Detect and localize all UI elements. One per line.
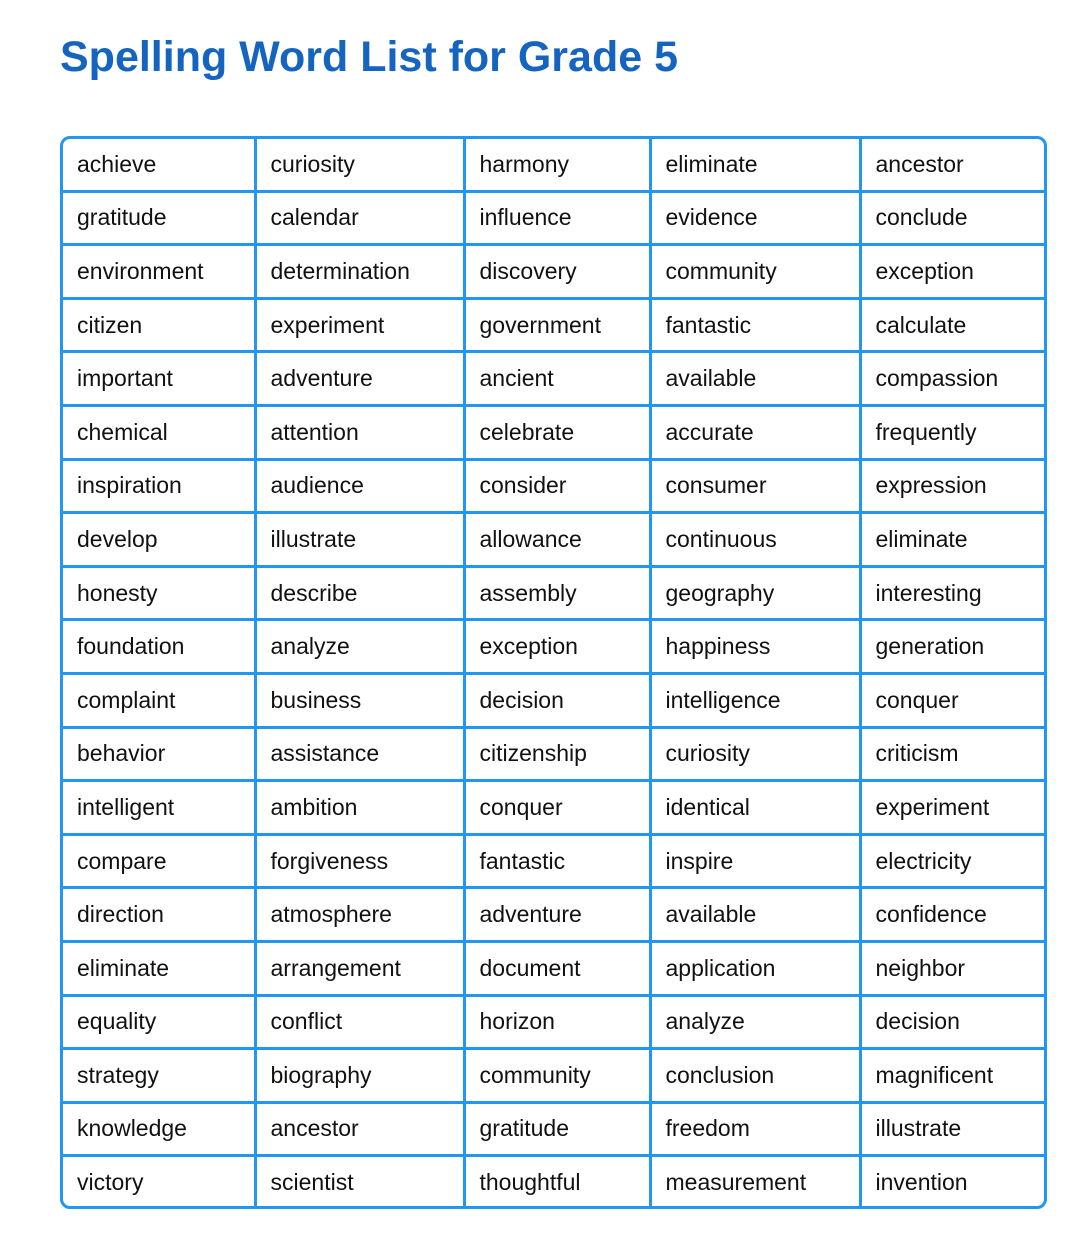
word-cell: horizon [464, 995, 650, 1049]
word-cell: generation [860, 620, 1044, 674]
word-cell: application [650, 941, 860, 995]
table-row [63, 888, 1044, 942]
word-cell: determination [255, 245, 464, 299]
word-cell: conquer [464, 781, 650, 835]
word-cell: calculate [860, 298, 1044, 352]
page-title: Spelling Word List for Grade 5 [60, 33, 678, 81]
word-cell: magnificent [860, 1049, 1044, 1103]
word-cell: assembly [464, 566, 650, 620]
word-cell: inspiration [63, 459, 255, 513]
word-cell: frequently [860, 405, 1044, 459]
word-cell: criticism [860, 727, 1044, 781]
table-row [63, 1156, 1044, 1208]
table-row [63, 1102, 1044, 1156]
word-cell: interesting [860, 566, 1044, 620]
table-row [63, 352, 1044, 406]
word-cell: citizenship [464, 727, 650, 781]
word-cell: eliminate [650, 139, 860, 191]
table-row [63, 513, 1044, 567]
word-cell: gratitude [63, 191, 255, 245]
word-cell: complaint [63, 673, 255, 727]
word-cell: eliminate [63, 941, 255, 995]
word-cell: illustrate [860, 1102, 1044, 1156]
word-cell: community [650, 245, 860, 299]
word-cell: direction [63, 888, 255, 942]
word-cell: important [63, 352, 255, 406]
word-cell: conquer [860, 673, 1044, 727]
word-cell: neighbor [860, 941, 1044, 995]
word-cell: curiosity [255, 139, 464, 191]
word-cell: compassion [860, 352, 1044, 406]
word-table-body [63, 139, 1044, 1208]
word-cell: conflict [255, 995, 464, 1049]
table-row [63, 834, 1044, 888]
word-cell: analyze [650, 995, 860, 1049]
word-cell: ancestor [860, 139, 1044, 191]
word-cell: exception [464, 620, 650, 674]
word-cell: scientist [255, 1156, 464, 1208]
word-cell: assistance [255, 727, 464, 781]
word-cell: atmosphere [255, 888, 464, 942]
word-cell: attention [255, 405, 464, 459]
table-row [63, 191, 1044, 245]
word-cell: ancient [464, 352, 650, 406]
word-cell: curiosity [650, 727, 860, 781]
word-cell: arrangement [255, 941, 464, 995]
word-cell: knowledge [63, 1102, 255, 1156]
table-row [63, 995, 1044, 1049]
word-cell: discovery [464, 245, 650, 299]
word-cell: victory [63, 1156, 255, 1208]
word-cell: invention [860, 1156, 1044, 1208]
word-cell: describe [255, 566, 464, 620]
word-table-frame [60, 136, 1047, 1209]
word-cell: fantastic [464, 834, 650, 888]
word-cell: illustrate [255, 513, 464, 567]
word-cell: gratitude [464, 1102, 650, 1156]
word-cell: audience [255, 459, 464, 513]
word-cell: influence [464, 191, 650, 245]
table-row [63, 673, 1044, 727]
table-row [63, 566, 1044, 620]
word-cell: available [650, 888, 860, 942]
word-cell: business [255, 673, 464, 727]
word-cell: measurement [650, 1156, 860, 1208]
word-cell: eliminate [860, 513, 1044, 567]
table-row [63, 1049, 1044, 1103]
word-cell: chemical [63, 405, 255, 459]
word-cell: identical [650, 781, 860, 835]
word-cell: conclusion [650, 1049, 860, 1103]
word-cell: behavior [63, 727, 255, 781]
table-row [63, 620, 1044, 674]
word-cell: experiment [255, 298, 464, 352]
word-cell: adventure [255, 352, 464, 406]
word-cell: celebrate [464, 405, 650, 459]
word-cell: compare [63, 834, 255, 888]
word-cell: thoughtful [464, 1156, 650, 1208]
word-cell: continuous [650, 513, 860, 567]
word-cell: government [464, 298, 650, 352]
word-cell: harmony [464, 139, 650, 191]
word-cell: happiness [650, 620, 860, 674]
table-row [63, 781, 1044, 835]
word-cell: environment [63, 245, 255, 299]
word-cell: forgiveness [255, 834, 464, 888]
word-cell: strategy [63, 1049, 255, 1103]
word-table [63, 139, 1044, 1208]
word-cell: consider [464, 459, 650, 513]
table-row [63, 245, 1044, 299]
word-cell: inspire [650, 834, 860, 888]
word-cell: decision [860, 995, 1044, 1049]
word-cell: analyze [255, 620, 464, 674]
word-cell: biography [255, 1049, 464, 1103]
word-cell: freedom [650, 1102, 860, 1156]
table-row [63, 139, 1044, 191]
word-cell: geography [650, 566, 860, 620]
word-cell: fantastic [650, 298, 860, 352]
word-cell: document [464, 941, 650, 995]
word-cell: decision [464, 673, 650, 727]
table-row [63, 459, 1044, 513]
word-cell: intelligent [63, 781, 255, 835]
word-cell: confidence [860, 888, 1044, 942]
word-cell: accurate [650, 405, 860, 459]
word-cell: ancestor [255, 1102, 464, 1156]
table-row [63, 405, 1044, 459]
word-cell: calendar [255, 191, 464, 245]
word-cell: electricity [860, 834, 1044, 888]
word-cell: foundation [63, 620, 255, 674]
word-cell: honesty [63, 566, 255, 620]
word-cell: experiment [860, 781, 1044, 835]
table-row [63, 298, 1044, 352]
word-cell: community [464, 1049, 650, 1103]
word-cell: conclude [860, 191, 1044, 245]
word-cell: intelligence [650, 673, 860, 727]
word-cell: citizen [63, 298, 255, 352]
word-cell: allowance [464, 513, 650, 567]
table-row [63, 727, 1044, 781]
word-cell: adventure [464, 888, 650, 942]
table-row [63, 941, 1044, 995]
word-cell: evidence [650, 191, 860, 245]
word-cell: consumer [650, 459, 860, 513]
word-cell: expression [860, 459, 1044, 513]
word-cell: achieve [63, 139, 255, 191]
word-cell: exception [860, 245, 1044, 299]
word-cell: ambition [255, 781, 464, 835]
word-cell: available [650, 352, 860, 406]
word-cell: develop [63, 513, 255, 567]
word-cell: equality [63, 995, 255, 1049]
